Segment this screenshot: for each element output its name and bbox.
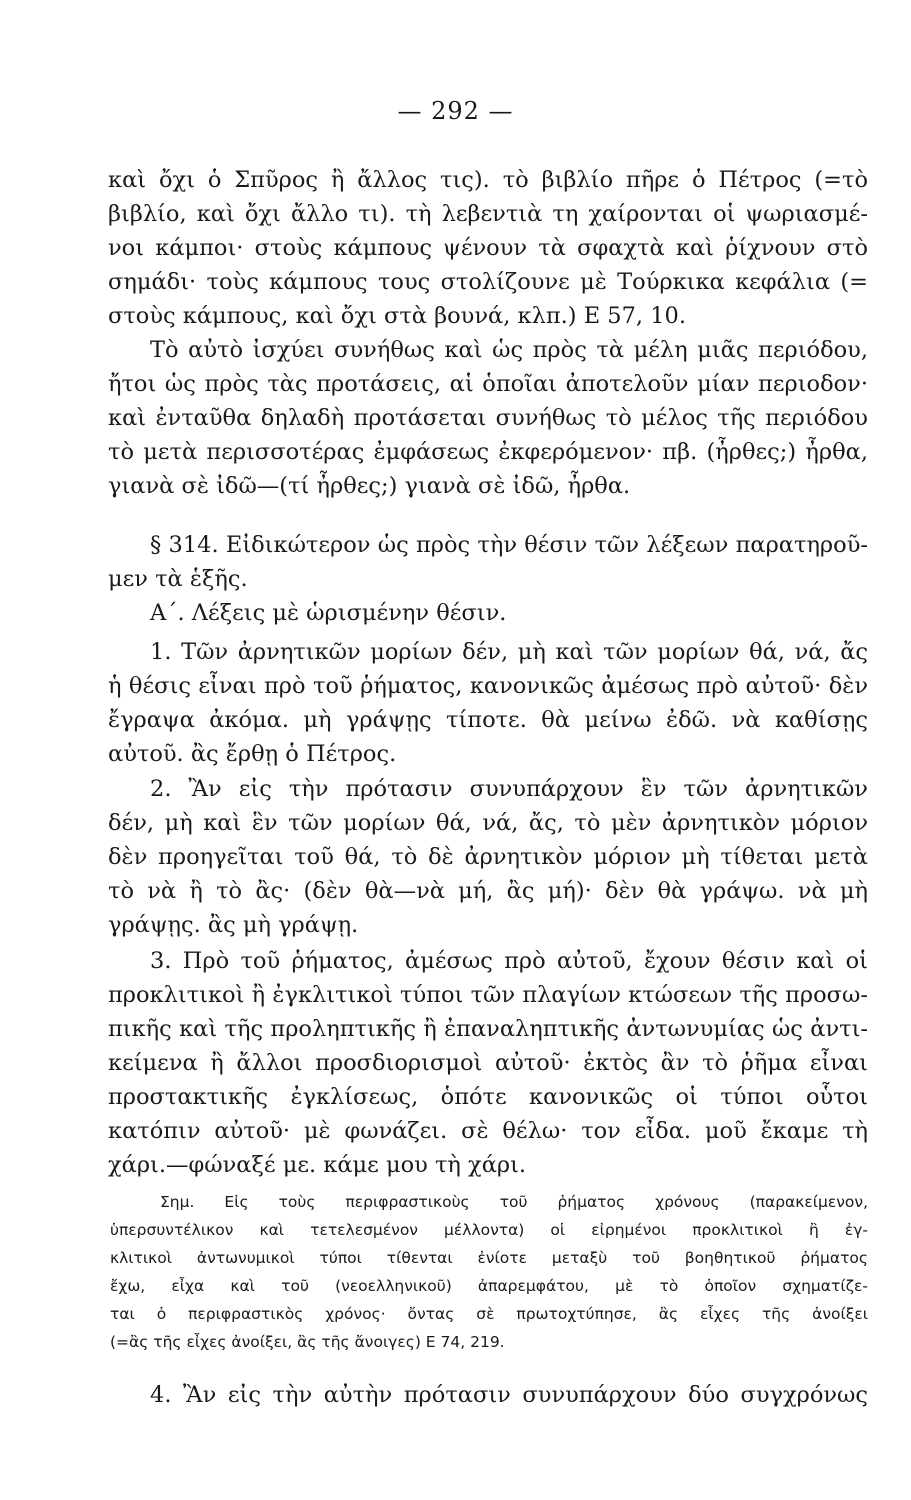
body-line: προστακτικῆς ἐγκλίσεως, ὁπότε κανονικῶς οἱ τύποι οὗτοι xyxy=(108,1084,868,1110)
body-line: τὸ μετὰ περισσοτέρας ἐμφάσεως ἐκφερόμενον· πβ. (ἦρθες;) ἦρθα, xyxy=(108,439,868,465)
body-line: μεν τὰ ἑξῆς. xyxy=(108,566,248,592)
body-line: στοὺς κάμπους, καὶ ὄχι στὰ βουνά, κλπ.) Ε 57, 10. xyxy=(108,303,687,329)
body-line: χάρι.—φώναξέ με. κάμε μου τὴ χάρι. xyxy=(108,1152,527,1178)
body-line: βιβλίο, καὶ ὄχι ἄλλο τι). τὴ λεβεντιὰ τη χαίρονται οἱ ψωριασμέ- xyxy=(108,201,868,227)
body-line: πικῆς καὶ τῆς προληπτικῆς ἢ ἐπαναληπτικῆς ἀντωνυμίας ὡς ἀντι- xyxy=(108,1016,868,1042)
body-line: Τὸ αὐτὸ ἰσχύει συνήθως καὶ ὡς πρὸς τὰ μέλη μιᾶς περιόδου, xyxy=(150,337,868,363)
subsection-heading: Α΄. Λέξεις μὲ ὡρισμένην θέσιν. xyxy=(150,600,507,626)
body-line: προκλιτικοὶ ἢ ἐγκλιτικοὶ τύποι τῶν πλαγίων κτώσεων τῆς προσω- xyxy=(108,982,868,1008)
body-line: σημάδι· τοὺς κάμπους τους στολίζουνε μὲ Τούρκικα κεφάλια (= xyxy=(108,269,868,295)
body-line: ἤτοι ὡς πρὸς τὰς προτάσεις, αἱ ὁποῖαι ἀποτελοῦν μίαν περιοδον· xyxy=(108,371,868,397)
note-line: (=ἂς τῆς εἶχες ἀνοίξει, ἂς τῆς ἄνοιγες) Ε 74, 219. xyxy=(110,1333,505,1351)
body-line: νοι κάμποι· στοὺς κάμπους ψένουν τὰ σφαχτὰ καὶ ῥίχνουν στὸ xyxy=(108,235,868,261)
body-line: 4. Ἂν εἰς τὴν αὐτὴν πρότασιν συνυπάρχουν δύο συγχρόνως xyxy=(150,1382,868,1408)
body-line: 2. Ἂν εἰς τὴν πρότασιν συνυπάρχουν ἓν τῶν ἀρνητικῶν xyxy=(150,776,868,802)
body-line: κατόπιν αὐτοῦ· μὲ φωνάζει. σὲ θέλω· τον εἶδα. μοῦ ἔκαμε τὴ xyxy=(108,1118,868,1144)
body-line: αὐτοῦ. ἂς ἔρθῃ ὁ Πέτρος. xyxy=(108,741,397,767)
body-line: κείμενα ἢ ἄλλοι προσδιορισμοὶ αὐτοῦ· ἐκτὸς ἂν τὸ ῥῆμα εἶναι xyxy=(108,1050,868,1076)
body-line: τὸ νὰ ἢ τὸ ἂς· (δὲν θὰ—νὰ μή, ἂς μή)· δὲν θὰ γράψω. νὰ μὴ xyxy=(108,878,868,904)
body-line: γιανὰ σὲ ἰδῶ—(τί ἦρθες;) γιανὰ σὲ ἰδῶ, ἦρθα. xyxy=(108,473,631,499)
body-line: 1. Τῶν ἀρνητικῶν μορίων δέν, μὴ καὶ τῶν μορίων θά, νά, ἄς xyxy=(150,639,868,665)
body-line: 3. Πρὸ τοῦ ῥήματος, ἀμέσως πρὸ αὐτοῦ, ἔχουν θέσιν καὶ οἱ xyxy=(150,948,868,974)
body-line: δέν, μὴ καὶ ἓν τῶν μορίων θά, νά, ἄς, τὸ μὲν ἀρνητικὸν μόριον xyxy=(108,810,868,836)
body-line: ἔγραψα ἀκόμα. μὴ γράψῃς τίποτε. θὰ μείνω ἐδῶ. νὰ καθίσῃς xyxy=(108,707,868,733)
note-line: ὑπερσυντέλικον καὶ τετελεσμένον μέλλοντα) οἱ εἰρημένοι προκλιτικοὶ ἢ ἐγ- xyxy=(110,1221,868,1239)
page-number: — 292 — xyxy=(397,97,514,125)
note-line: κλιτικοὶ ἀντωνυμικοὶ τύποι τίθενται ἐνίοτε μεταξὺ τοῦ βοηθητικοῦ ῥήματος xyxy=(110,1249,868,1267)
section-heading-314: § 314. Εἰδικώτερον ὡς πρὸς τὴν θέσιν τῶν λέξεων παρατηροῦ- xyxy=(150,532,868,558)
body-line: γράψῃς. ἂς μὴ γράψῃ. xyxy=(108,912,359,938)
body-line: καὶ ὄχι ὁ Σπῦρος ἢ ἄλλος τις). τὸ βιβλίο πῆρε ὁ Πέτρος (=τὸ xyxy=(108,167,868,193)
note-line: Σημ. Εἰς τοὺς περιφραστικοὺς τοῦ ῥήματος χρόνους (παρακείμενον, xyxy=(160,1193,868,1211)
note-line: ἔχω, εἶχα καὶ τοῦ (νεοελληνικοῦ) ἀπαρεμφάτου, μὲ τὸ ὁποῖον σχηματίζε- xyxy=(110,1277,868,1295)
body-line: καὶ ἐνταῦθα δηλαδὴ προτάσεται συνήθως τὸ μέλος τῆς περιόδου xyxy=(108,405,868,431)
note-line: ται ὁ περιφραστικὸς χρόνος· ὄντας σὲ πρωτοχτύπησε, ἂς εἶχες τῆς ἀνοίξει xyxy=(110,1305,868,1323)
body-line: ἡ θέσις εἶναι πρὸ τοῦ ῥήματος, κανονικῶς ἀμέσως πρὸ αὐτοῦ· δὲν xyxy=(108,673,868,699)
body-line: δὲν προηγεῖται τοῦ θά, τὸ δὲ ἀρνητικὸν μόριον μὴ τίθεται μετὰ xyxy=(108,844,868,870)
